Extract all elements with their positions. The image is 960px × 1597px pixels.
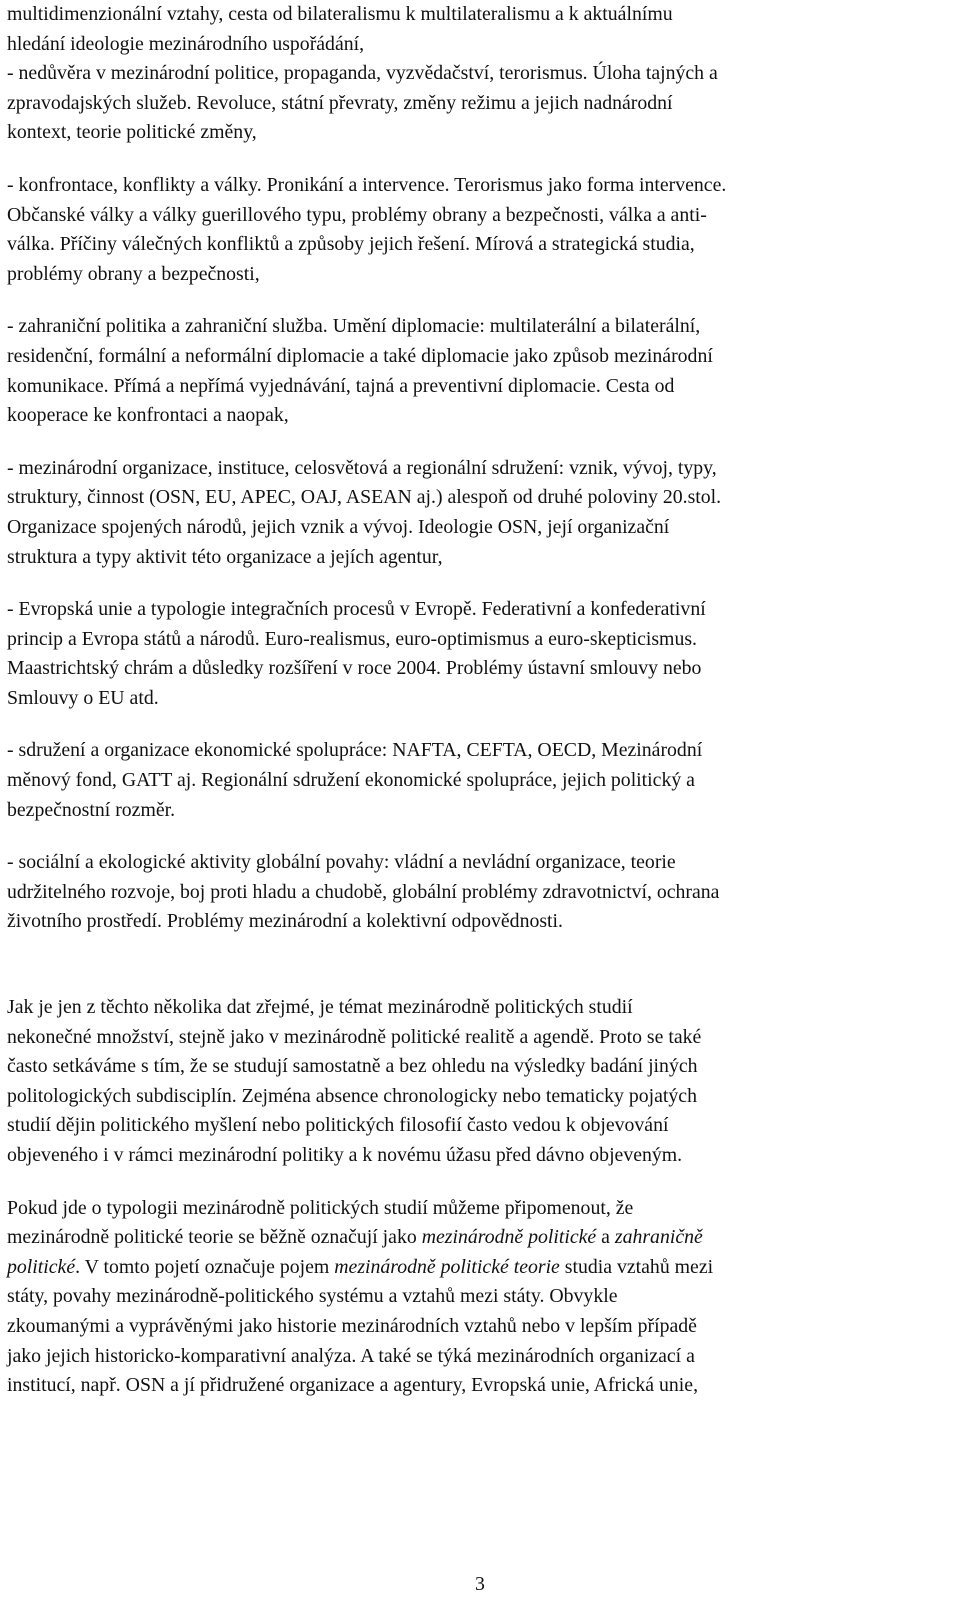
text-run: udržitelného rozvoje, boj proti hladu a chudobě, globální problémy zdravotnictví, ochrana xyxy=(7,880,720,903)
text-line xyxy=(7,30,947,60)
text-line xyxy=(7,848,947,878)
text-line xyxy=(7,1111,947,1141)
text-line xyxy=(7,1342,947,1372)
paragraph-gap xyxy=(7,713,947,736)
paragraph-gap xyxy=(7,572,947,595)
paragraph-gap xyxy=(7,148,947,171)
text-run: residenční, formální a neformální diplomacie a také diplomacie jako způsob mezinárodní xyxy=(7,344,713,367)
text-line xyxy=(7,1253,947,1283)
text-run: - konfrontace, konflikty a války. Pronikání a intervence. Terorismus jako forma intervence. xyxy=(7,173,727,196)
text-line xyxy=(7,595,947,625)
text-line xyxy=(7,993,947,1023)
paragraph xyxy=(7,595,947,713)
text-line xyxy=(7,59,947,89)
text-line xyxy=(7,1141,947,1171)
paragraph xyxy=(7,59,947,148)
text-line xyxy=(7,543,947,573)
text-line xyxy=(7,513,947,543)
text-line xyxy=(7,230,947,260)
text-line xyxy=(7,1052,947,1082)
text-line xyxy=(7,796,947,826)
text-run: princip a Evropa států a národů. Euro-realismus, euro-optimismus a euro-skepticismus. xyxy=(7,627,697,650)
paragraph xyxy=(7,736,947,825)
text-run: nekonečné množství, stejně jako v mezinárodně politické realitě a agendě. Proto se také xyxy=(7,1025,702,1048)
text-run: politologických subdisciplín. Zejména absence chronologicky nebo tematicky pojatých xyxy=(7,1084,697,1107)
text-run: institucí, např. OSN a jí přidružené organizace a agentury, Evropská unie, Africká unie, xyxy=(7,1374,699,1397)
page-number: 3 xyxy=(475,1573,485,1595)
text-line xyxy=(7,654,947,684)
text-run: struktury, činnost (OSN, EU, APEC, OAJ, ASEAN aj.) alespoň od druhé poloviny 20.stol. xyxy=(7,486,722,509)
text-run: studií dějin politického myšlení nebo politických filosofií často vedou k objevování xyxy=(7,1114,669,1137)
text-run: jako jejich historicko-komparativní analýza. A také se týká mezinárodních organizací a xyxy=(7,1344,695,1367)
text-run: Maastrichtský chrám a důsledky rozšíření v roce 2004. Problémy ústavní smlouvy nebo xyxy=(7,657,702,680)
text-line xyxy=(7,89,947,119)
italic-text: zahraničně xyxy=(614,1226,703,1249)
text-run: zkoumanými a vyprávěnými jako historie mezinárodních vztahů nebo v lepším případě xyxy=(7,1314,697,1337)
paragraph-gap xyxy=(7,431,947,454)
text-run: a xyxy=(596,1226,615,1249)
text-line xyxy=(7,1194,947,1224)
text-run: komunikace. Přímá a nepřímá vyjednávání, tajná a preventivní diplomacie. Cesta od xyxy=(7,374,675,397)
text-line xyxy=(7,736,947,766)
text-run: - zahraniční politika a zahraniční služba. Umění diplomacie: multilaterální a bilaterální, xyxy=(7,315,701,338)
text-line xyxy=(7,1312,947,1342)
paragraph xyxy=(7,1194,947,1401)
text-run: státy, povahy mezinárodně-politického systému a vztahů mezi státy. Obvykle xyxy=(7,1285,618,1308)
text-line xyxy=(7,878,947,908)
text-line xyxy=(7,118,947,148)
paragraph xyxy=(7,993,947,1171)
text-line xyxy=(7,625,947,655)
text-line xyxy=(7,907,947,937)
paragraph-gap xyxy=(7,289,947,312)
text-run: - sdružení a organizace ekonomické spolupráce: NAFTA, CEFTA, OECD, Mezinárodní xyxy=(7,739,703,762)
text-run: Organizace spojených národů, jejich vznik a vývoj. Ideologie OSN, její organizační xyxy=(7,515,670,538)
italic-text: mezinárodně politické teorie xyxy=(334,1255,560,1278)
text-run: multidimenzionální vztahy, cesta od bilateralismu k multilateralismu a k aktuálnímu xyxy=(7,3,673,25)
text-run: Smlouvy o EU atd. xyxy=(7,686,159,709)
text-line xyxy=(7,1371,947,1401)
text-run: . V tomto pojetí označuje pojem xyxy=(75,1255,335,1278)
text-run: válka. Příčiny válečných konfliktů a způsoby jejich řešení. Mírová a strategická studia, xyxy=(7,233,695,256)
text-run: hledání ideologie mezinárodního uspořádání, xyxy=(7,32,365,55)
text-line xyxy=(7,1082,947,1112)
italic-text: mezinárodně politické xyxy=(421,1226,597,1249)
text-run: struktura a typy aktivit této organizace a jejích agentur, xyxy=(7,545,443,568)
text-line xyxy=(7,483,947,513)
paragraph-gap xyxy=(7,937,947,993)
text-run: - nedůvěra v mezinárodní politice, propaganda, vyzvědačství, terorismus. Úloha tajných a xyxy=(7,62,718,85)
paragraph xyxy=(7,0,947,59)
text-run: kontext, teorie politické změny, xyxy=(7,121,257,144)
text-line xyxy=(7,372,947,402)
text-line xyxy=(7,1223,947,1253)
text-run: - Evropská unie a typologie integračních procesů v Evropě. Federativní a konfederativní xyxy=(7,598,706,621)
text-run: kooperace ke konfrontaci a naopak, xyxy=(7,404,289,427)
text-run: Občanské války a války guerillového typu, problémy obrany a bezpečnosti, válka a anti- xyxy=(7,203,707,226)
text-run: objeveného i v rámci mezinárodní politiky a k novému úžasu před dávno objeveným. xyxy=(7,1144,683,1166)
text-run: měnový fond, GATT aj. Regionální sdružení ekonomické spolupráce, jejich politický a xyxy=(7,769,695,792)
text-line xyxy=(7,454,947,484)
paragraph xyxy=(7,312,947,430)
text-run: Jak je jen z těchto několika dat zřejmé, je témat mezinárodně politických studií xyxy=(7,996,633,1019)
italic-text: politické xyxy=(7,1255,76,1278)
paragraph xyxy=(7,848,947,937)
text-line xyxy=(7,766,947,796)
text-line xyxy=(7,171,947,201)
document-body xyxy=(7,0,947,1401)
text-run: - mezinárodní organizace, instituce, celosvětová a regionální sdružení: vznik, vývoj, typy, xyxy=(7,456,717,479)
text-run: problémy obrany a bezpečnosti, xyxy=(7,262,260,285)
text-run: - sociální a ekologické aktivity globální povahy: vládní a nevládní organizace, teorie xyxy=(7,851,676,874)
text-run: studia vztahů mezi xyxy=(559,1255,714,1278)
text-run: životního prostředí. Problémy mezinárodní a kolektivní odpovědnosti. xyxy=(7,910,563,933)
text-line xyxy=(7,260,947,290)
text-line xyxy=(7,1282,947,1312)
paragraph xyxy=(7,454,947,572)
paragraph-gap xyxy=(7,825,947,848)
text-run: mezinárodně politické teorie se běžně označují jako xyxy=(7,1226,422,1249)
text-line xyxy=(7,0,947,30)
text-line xyxy=(7,201,947,231)
text-run: bezpečnostní rozměr. xyxy=(7,798,176,821)
document-page xyxy=(7,0,947,1401)
text-line xyxy=(7,1023,947,1053)
text-line xyxy=(7,401,947,431)
text-line xyxy=(7,312,947,342)
text-line xyxy=(7,684,947,714)
text-run: často setkáváme s tím, že se studují samostatně a bez ohledu na výsledky badání jiných xyxy=(7,1055,698,1078)
paragraph-gap xyxy=(7,1171,947,1194)
text-run: Pokud jde o typologii mezinárodně politických studií můžeme připomenout, že xyxy=(7,1196,634,1219)
text-line xyxy=(7,342,947,372)
text-run: zpravodajských služeb. Revoluce, státní převraty, změny režimu a jejich nadnárodní xyxy=(7,91,673,114)
paragraph xyxy=(7,171,947,289)
